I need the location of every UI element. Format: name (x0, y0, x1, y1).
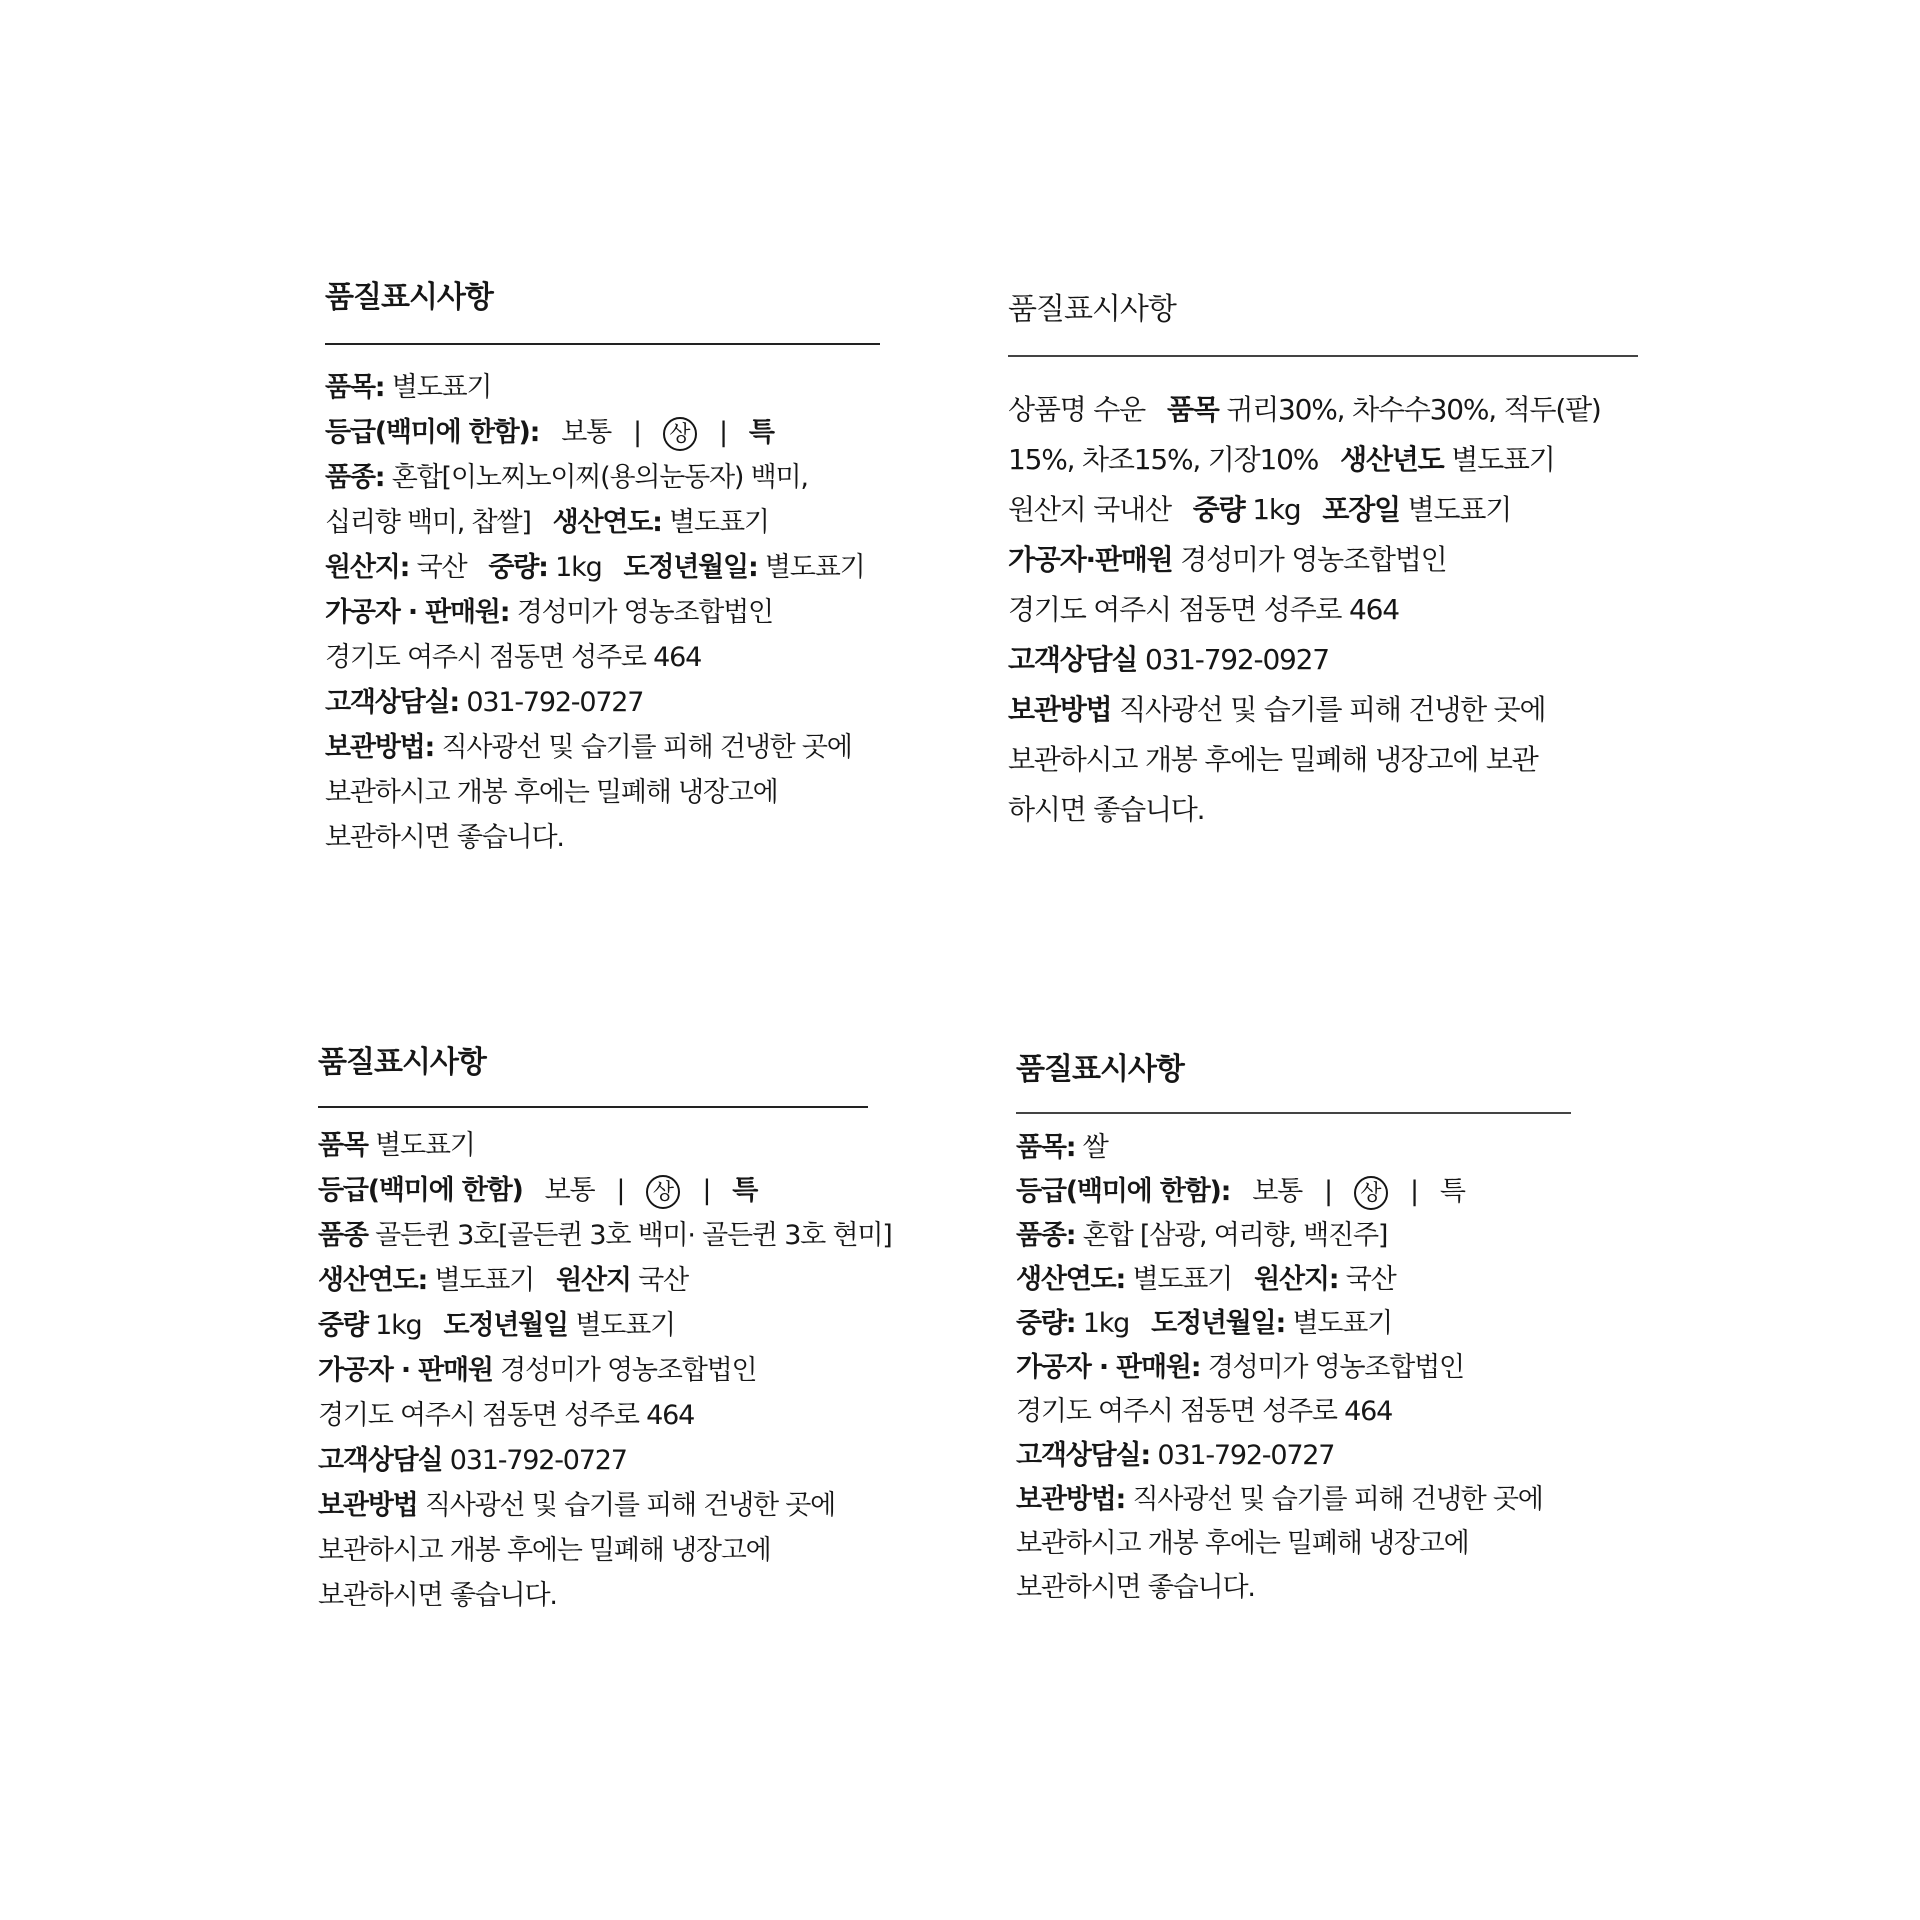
field-value: 보관하시면 좋습니다. (1016, 1572, 1255, 1603)
field-value: 1kg (1244, 493, 1301, 526)
field-label: 생산년도 (1340, 443, 1444, 476)
field-value: 1kg (367, 1310, 422, 1341)
label-line (325, 410, 880, 455)
field-value: 보관하시고 개봉 후에는 밀폐해 냉장고에 (318, 1535, 771, 1566)
field-value: 보관하시고 개봉 후에는 밀폐해 냉장고에 (1016, 1528, 1469, 1559)
field-value: 경성미가 영농조합법인 (492, 1355, 757, 1386)
label-line (1008, 385, 1638, 435)
selected-grade-mark: 상 (663, 417, 697, 451)
field-value: 경기도 여주시 점동면 성주로 464 (325, 642, 702, 673)
field-value: 국산 (630, 1265, 688, 1296)
label-line (318, 1438, 892, 1483)
selected-grade-mark: 상 (1354, 1176, 1388, 1210)
label-line (1008, 585, 1638, 635)
label-title: 품질표시사항 (1008, 292, 1176, 327)
label-title: 품질표시사항 (325, 280, 493, 315)
field-label: 가공자 · 판매원 (318, 1355, 493, 1386)
field-label: 보관방법: (325, 732, 435, 763)
field-value: 보관하시면 좋습니다. (318, 1580, 557, 1611)
field-value: 경성미가 영농조합법인 (1172, 543, 1447, 576)
field-label: 고객상담실: (1016, 1440, 1151, 1471)
field-label: 중량 (318, 1310, 368, 1341)
field-value: 1kg (547, 552, 602, 583)
field-value: 별도표기 (757, 552, 865, 583)
label-line (325, 680, 880, 725)
field-label: 생산연도: (1016, 1264, 1126, 1295)
field-value: 031-792-0727 (1150, 1440, 1335, 1471)
field-value: 별도표기 (1443, 443, 1555, 476)
field-label: 원산지 (556, 1265, 631, 1296)
label-line (325, 590, 880, 635)
quality-label-3 (318, 1043, 892, 1618)
divider (1016, 1112, 1571, 1114)
label-line (1008, 435, 1638, 485)
field-value: 하시면 좋습니다. (1008, 793, 1205, 826)
label-line (1008, 685, 1638, 735)
label-line (318, 1168, 892, 1213)
field-label: 원산지: (325, 552, 410, 583)
label-line (318, 1393, 892, 1438)
quality-label-2 (1008, 290, 1638, 835)
field-value: 경기도 여주시 점동면 성주로 464 (1008, 593, 1399, 626)
field-label: 고객상담실 (318, 1445, 443, 1476)
label-body (1008, 385, 1638, 835)
divider (318, 1106, 868, 1108)
label-line (318, 1303, 892, 1348)
field-value: 국산 (409, 552, 467, 583)
field-value: 직사광선 및 습기를 피해 건냉한 곳에 (1125, 1484, 1543, 1515)
field-value: 15%, 차조15%, 기장10% (1008, 443, 1319, 476)
field-value: 특 (1439, 1176, 1465, 1207)
label-line (325, 365, 880, 410)
field-value: 별도표기 (384, 372, 492, 403)
label-line (1016, 1346, 1571, 1390)
field-value: | (702, 1175, 711, 1206)
label-line (318, 1528, 892, 1573)
field-value: 경기도 여주시 점동면 성주로 464 (318, 1400, 695, 1431)
field-label: 포장일 (1322, 493, 1400, 526)
selected-grade-mark: 상 (646, 1175, 680, 1209)
label-line (1016, 1566, 1571, 1610)
divider (325, 343, 880, 345)
label-body (1016, 1126, 1571, 1610)
field-label: 품목: (1016, 1132, 1076, 1163)
field-label: 고객상담실: (325, 687, 460, 718)
label-line (1016, 1390, 1571, 1434)
field-value: 직사광선 및 습기를 피해 건냉한 곳에 (434, 732, 852, 763)
field-label: 품종: (325, 462, 385, 493)
label-line (1016, 1126, 1571, 1170)
field-label: 품종: (1016, 1220, 1076, 1251)
field-value: 혼합 [삼광, 여리향, 백진주] (1075, 1220, 1388, 1251)
field-value: 상품명 수운 (1008, 393, 1145, 426)
label-body (318, 1123, 892, 1618)
label-line (1016, 1302, 1571, 1346)
field-label: 품종 (318, 1220, 368, 1251)
field-label: 등급(백미에 한함) (318, 1175, 523, 1206)
field-value: 031-792-0927 (1137, 643, 1329, 676)
field-value: 직사광선 및 습기를 피해 건냉한 곳에 (417, 1490, 836, 1521)
field-value: 별도표기 (1125, 1264, 1233, 1295)
label-line (1008, 635, 1638, 685)
label-line (1008, 485, 1638, 535)
label-line (325, 455, 880, 500)
label-line (325, 545, 880, 590)
label-line (325, 635, 880, 680)
field-label: 가공자 · 판매원: (1016, 1352, 1201, 1383)
field-value: 별도표기 (367, 1130, 475, 1161)
label-line (1016, 1258, 1571, 1302)
label-line (318, 1213, 892, 1258)
field-value: 쌀 (1075, 1132, 1108, 1163)
field-value: | (718, 417, 727, 448)
field-label: 품목 (318, 1130, 368, 1161)
label-title: 품질표시사항 (318, 1045, 486, 1080)
field-value: 보관하시면 좋습니다. (325, 822, 564, 853)
label-line (1008, 785, 1638, 835)
field-label: 중량 (1192, 493, 1245, 526)
field-value: | (1409, 1176, 1418, 1207)
field-label: 등급(백미에 한함): (325, 417, 540, 448)
label-line (318, 1348, 892, 1393)
field-value: 원산지 국내산 (1008, 493, 1171, 526)
field-label: 등급(백미에 한함): (1016, 1176, 1231, 1207)
label-line (318, 1123, 892, 1168)
field-value: 별도표기 (427, 1265, 535, 1296)
field-label: 중량: (488, 552, 548, 583)
field-value: 보관하시고 개봉 후에는 밀폐해 냉장고에 (325, 777, 778, 808)
label-line (1008, 535, 1638, 585)
field-label: 품목 (1166, 393, 1219, 426)
field-label: 원산지: (1254, 1264, 1339, 1295)
field-value: 별도표기 (1285, 1308, 1393, 1339)
field-label: 특 (748, 417, 774, 448)
field-label: 보관방법: (1016, 1484, 1126, 1515)
field-value: 별도표기 (661, 507, 769, 538)
label-line (318, 1573, 892, 1618)
label-line (1016, 1170, 1571, 1214)
label-line (325, 770, 880, 815)
field-label: 특 (732, 1175, 758, 1206)
quality-label-1 (325, 278, 880, 860)
label-line (1016, 1434, 1571, 1478)
label-line (1016, 1478, 1571, 1522)
field-value: 보통 (561, 417, 612, 448)
field-value: | (616, 1175, 625, 1206)
divider (1008, 355, 1638, 357)
field-value: 경성미가 영농조합법인 (509, 597, 773, 628)
label-line (325, 500, 880, 545)
field-label: 품목: (325, 372, 385, 403)
field-label: 생산연도: (552, 507, 662, 538)
field-value: 십리향 백미, 찹쌀] (325, 507, 531, 538)
field-value: 보통 (1252, 1176, 1303, 1207)
field-value: | (1324, 1176, 1332, 1207)
field-value: 경기도 여주시 점동면 성주로 464 (1016, 1396, 1393, 1427)
label-title: 품질표시사항 (1016, 1052, 1184, 1087)
label-line (318, 1483, 892, 1528)
field-label: 생산연도: (318, 1265, 428, 1296)
field-value: 경성미가 영농조합법인 (1200, 1352, 1464, 1383)
field-label: 보관방법 (1008, 693, 1112, 726)
field-label: 중량: (1016, 1308, 1076, 1339)
label-line (325, 815, 880, 860)
field-label: 고객상담실 (1008, 643, 1138, 676)
quality-label-4 (1016, 1050, 1571, 1610)
field-value: 031-792-0727 (442, 1445, 627, 1476)
field-value: 1kg (1075, 1308, 1130, 1339)
field-value: 보관하시고 개봉 후에는 밀폐해 냉장고에 보관 (1008, 743, 1538, 776)
field-label: 가공자·판매원 (1008, 543, 1173, 576)
label-line (1008, 735, 1638, 785)
field-value: 보통 (544, 1175, 595, 1206)
field-value: 별도표기 (567, 1310, 675, 1341)
field-label: 보관방법 (318, 1490, 418, 1521)
label-line (325, 725, 880, 770)
field-value: 혼합[이노찌노이찌(용의눈동자) 백미, (384, 462, 808, 493)
field-label: 도정년월일: (623, 552, 758, 583)
field-label: 가공자 · 판매원: (325, 597, 510, 628)
field-value: 직사광선 및 습기를 피해 건냉한 곳에 (1111, 693, 1546, 726)
field-value: | (633, 417, 641, 448)
field-value: 별도표기 (1399, 493, 1512, 526)
label-line (1016, 1522, 1571, 1566)
field-value: 031-792-0727 (459, 687, 644, 718)
field-value: 국산 (1338, 1264, 1396, 1295)
label-line (1016, 1214, 1571, 1258)
field-value: 골든퀸 3호[골든퀸 3호 백미· 골든퀸 3호 현미] (367, 1220, 892, 1251)
field-label: 도정년월일: (1151, 1308, 1286, 1339)
field-value: 귀리30%, 차수수30%, 적두(팥) (1218, 393, 1601, 426)
field-label: 도정년월일 (443, 1310, 568, 1341)
label-body (325, 365, 880, 860)
label-line (318, 1258, 892, 1303)
